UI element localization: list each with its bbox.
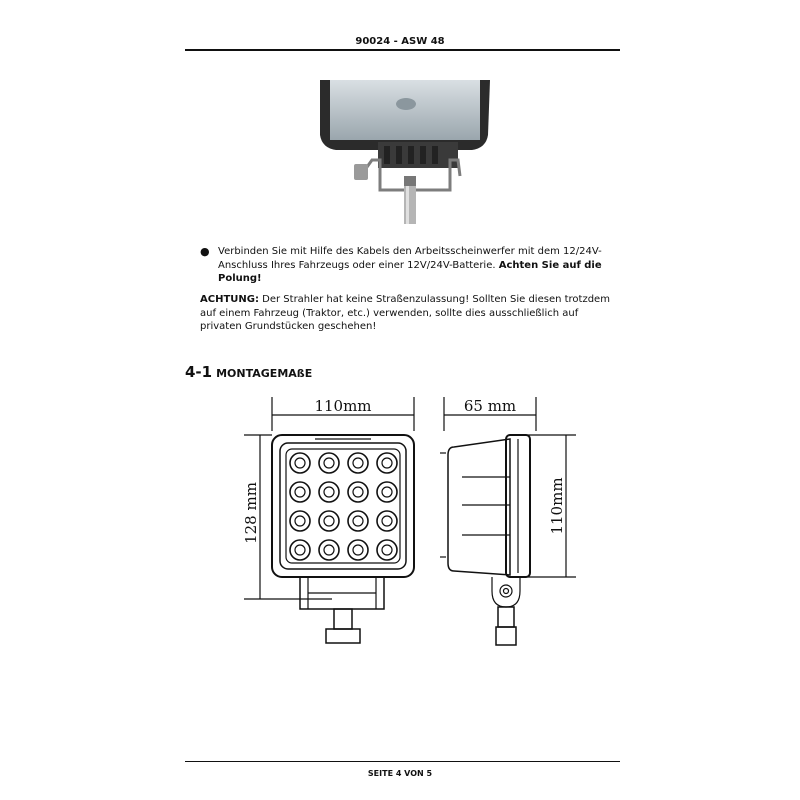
led-icon [348,511,368,531]
connection-instruction [200,245,610,286]
led-lens [295,545,305,555]
led-lens [353,487,363,497]
led-icon [319,482,339,502]
page-number: SEITE 4 VON 5 [367,769,433,778]
section-heading [185,362,312,381]
front-height-label: 128 mm [242,482,260,544]
led-icon [348,453,368,473]
led-icon [348,482,368,502]
led-icon [377,540,397,560]
led-lens [295,487,305,497]
connection-instruction-text [218,245,610,286]
led-lens [295,458,305,468]
led-icon [377,453,397,473]
road-approval-warning [200,293,620,334]
led-lens [353,545,363,555]
led-grid [290,453,397,560]
led-icon [377,511,397,531]
led-icon [319,540,339,560]
dimension-drawing [230,395,590,655]
led-icon [290,511,310,531]
led-icon [290,540,310,560]
led-lens [382,545,392,555]
led-lens [353,516,363,526]
led-lens [324,516,334,526]
document-header-title: 90024 - ASW 48 [355,36,445,47]
section-title: MONTAGEMAßE [216,367,313,380]
led-lens [382,487,392,497]
front-width-label: 110mm [314,397,372,415]
instruction-text: Verbinden Sie mit Hilfe des Kabels den Arbeitsscheinwerfer mit dem 12/24V-Anschluss Ihres Fahrzeugs oder einer 12V/24V-Batterie. [218,246,602,271]
led-icon [348,540,368,560]
led-icon [290,482,310,502]
bullet-icon: ● [200,245,210,258]
led-icon [290,453,310,473]
led-lens [382,458,392,468]
footer-rule [185,761,620,762]
led-icon [319,453,339,473]
side-height-label: 110mm [548,477,566,535]
side-depth-label: 65 mm [463,397,517,415]
led-lens [324,487,334,497]
led-lens [295,516,305,526]
section-number: 4-1 [185,363,213,381]
led-lens [324,545,334,555]
header-rule [185,49,620,51]
polarity-warning: Achten Sie auf die Polung! [218,259,602,284]
warning-label: ACHTUNG: [200,294,259,305]
led-lens [382,516,392,526]
warning-text: Der Strahler hat keine Straßenzulassung! Sollten Sie diesen trotzdem auf einem Fahrzeug (Traktor, etc.) verwenden, sollte dies ausschließlich auf privaten Grundstücken geschehen! [200,294,610,332]
led-icon [377,482,397,502]
led-icon [319,511,339,531]
led-lens [353,458,363,468]
product-photo [300,80,500,240]
front-view [244,397,414,643]
led-lens [324,458,334,468]
